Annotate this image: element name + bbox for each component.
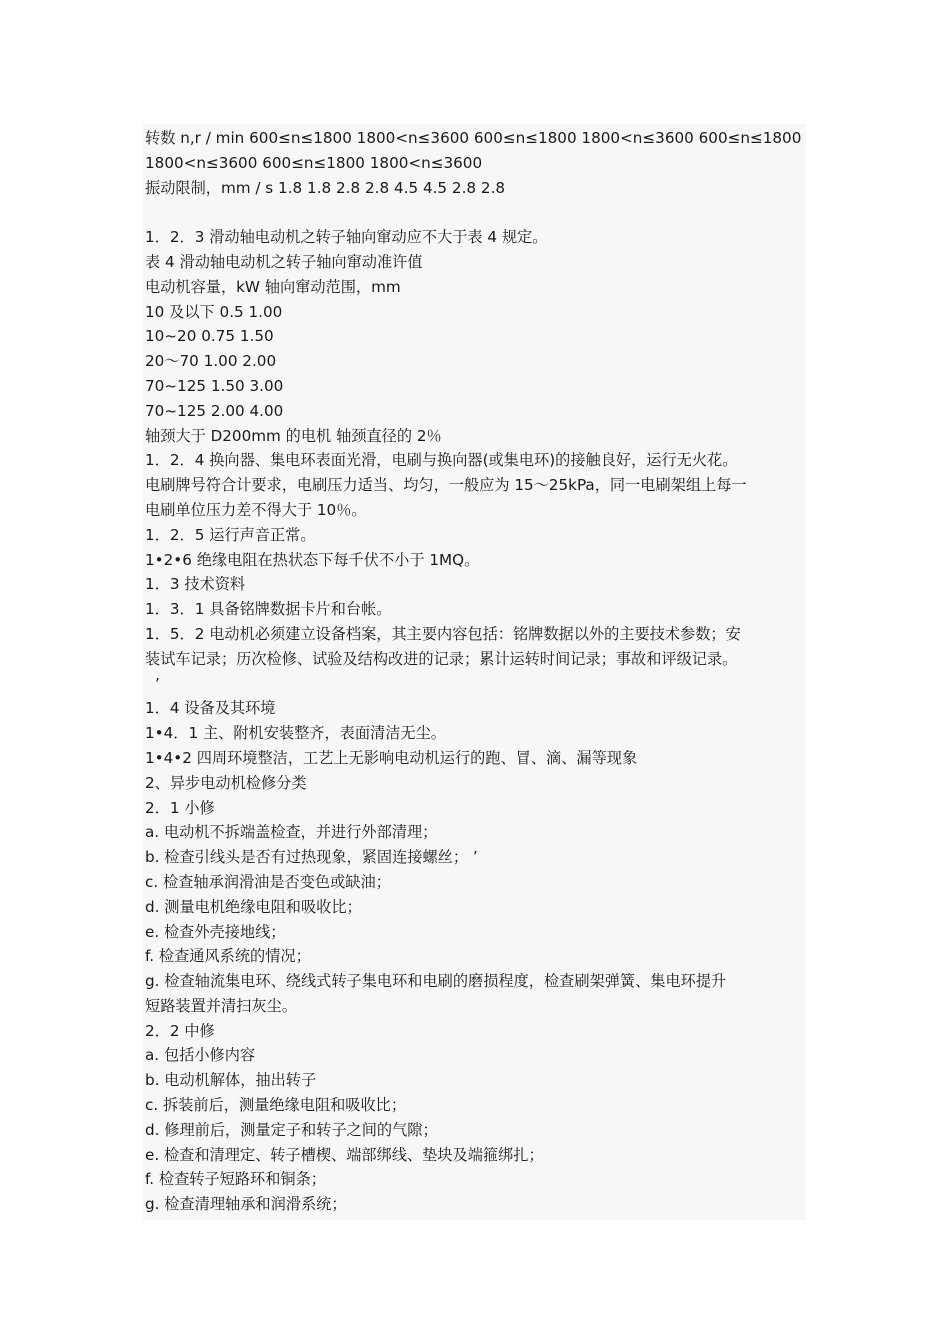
list-item: a. 电动机不拆端盖检查，并进行外部清理；: [145, 823, 438, 842]
table-row: 70~125 2.00 4.00: [145, 401, 284, 420]
text-line: 1•4．1 主、附机安装整齐，表面清洁无尘。: [145, 724, 446, 743]
list-item: f. 检查通风系统的情况；: [145, 947, 311, 966]
list-item: g. 检查清理轴承和润滑系统；: [145, 1195, 347, 1214]
document-body: [145, 126, 809, 1217]
table-row: 轴颈大于 D200mm 的电机 轴颈直径的 2％: [145, 426, 442, 445]
text-line: 1．3．1 具备铭牌数据卡片和台帐。: [145, 600, 392, 619]
list-item: a. 包括小修内容: [145, 1046, 256, 1065]
text-line: 转数 n,r / min 600≤n≤1800 1800<n≤3600 600≤n≤1800 1800<n≤3600 600≤n≤1800: [145, 129, 802, 147]
list-item: c. 拆装前后，测量绝缘电阻和吸收比；: [145, 1096, 407, 1115]
table-row: 70~125 1.50 3.00: [145, 376, 284, 395]
list-item: g. 检查轴流集电环、绕线式转子集电环和电刷的磨损程度，检查刷架弹簧、集电环提升: [145, 972, 727, 991]
list-item: b. 检查引线头是否有过热现象，紧固连接螺丝； ’: [145, 848, 478, 867]
section-heading: 2．2 中修: [145, 1021, 215, 1040]
text-line: 振动限制，mm / s 1.8 1.8 2.8 2.8 4.5 4.5 2.8 2.8: [145, 178, 506, 197]
stray-mark: ’: [155, 674, 160, 693]
section-heading: 1．4 设备及其环境: [145, 699, 276, 718]
table-caption: 表 4 滑动轴电动机之转子轴向窜动准许值: [145, 252, 423, 271]
text-line: 1．5．2 电动机必须建立设备档案，其主要内容包括：铭牌数据以外的主要技术参数；安: [145, 624, 741, 643]
list-item: 短路装置并清扫灰尘。: [145, 996, 297, 1015]
section-heading: 1．3 技术资料: [145, 575, 246, 594]
list-item: d. 测量电机绝缘电阻和吸收比；: [145, 897, 362, 916]
list-item: e. 检查和清理定、转子槽楔、端部绑线、垫块及端箍绑扎；: [145, 1145, 544, 1164]
table-row: 10 及以下 0.5 1.00: [145, 302, 283, 321]
list-item: d. 修理前后，测量定子和转子之间的气隙；: [145, 1120, 438, 1139]
text-line: 1．2．5 运行声音正常。: [145, 525, 316, 544]
text-line: 1800<n≤3600 600≤n≤1800 1800<n≤3600: [145, 153, 483, 172]
list-item: f. 检查转子短路环和铜条；: [145, 1170, 326, 1189]
list-item: b. 电动机解体，抽出转子: [145, 1071, 317, 1090]
text-line: 装试车记录；历次检修、试验及结构改进的记录；累计运转时间记录；事故和评级记录。: [145, 649, 738, 668]
text-line: 1．2．4 换向器、集电环表面光滑，电刷与换向器(或集电环)的接触良好，运行无火花。: [145, 451, 738, 470]
text-line: 1•2•6 绝缘电阻在热状态下每千伏不小于 1MQ。: [145, 550, 480, 569]
text-line: 1•4•2 四周环境整洁，工艺上无影响电动机运行的跑、冒、滴、漏等现象: [145, 748, 638, 767]
list-item: c. 检查轴承润滑油是否变色或缺油；: [145, 872, 391, 891]
text-line: 电刷牌号符合计要求，电刷压力适当、均匀，一般应为 15～25kPa，同一电刷架组上每一: [145, 476, 747, 495]
table-header: 电动机容量，kW 轴向窜动范围，mm: [145, 277, 401, 296]
section-heading: 2．1 小修: [145, 798, 215, 817]
table-row: 10~20 0.75 1.50: [145, 327, 274, 346]
text-line: 电刷单位压力差不得大于 10％。: [145, 500, 367, 519]
table-row: 20～70 1.00 2.00: [145, 352, 277, 371]
list-item: e. 检查外壳接地线；: [145, 922, 286, 941]
section-heading: 1．2．3 滑动轴电动机之转子轴向窜动应不大于表 4 规定。: [145, 228, 548, 247]
blank-line: [145, 200, 809, 225]
section-heading: 2、异步电动机检修分类: [145, 773, 307, 792]
